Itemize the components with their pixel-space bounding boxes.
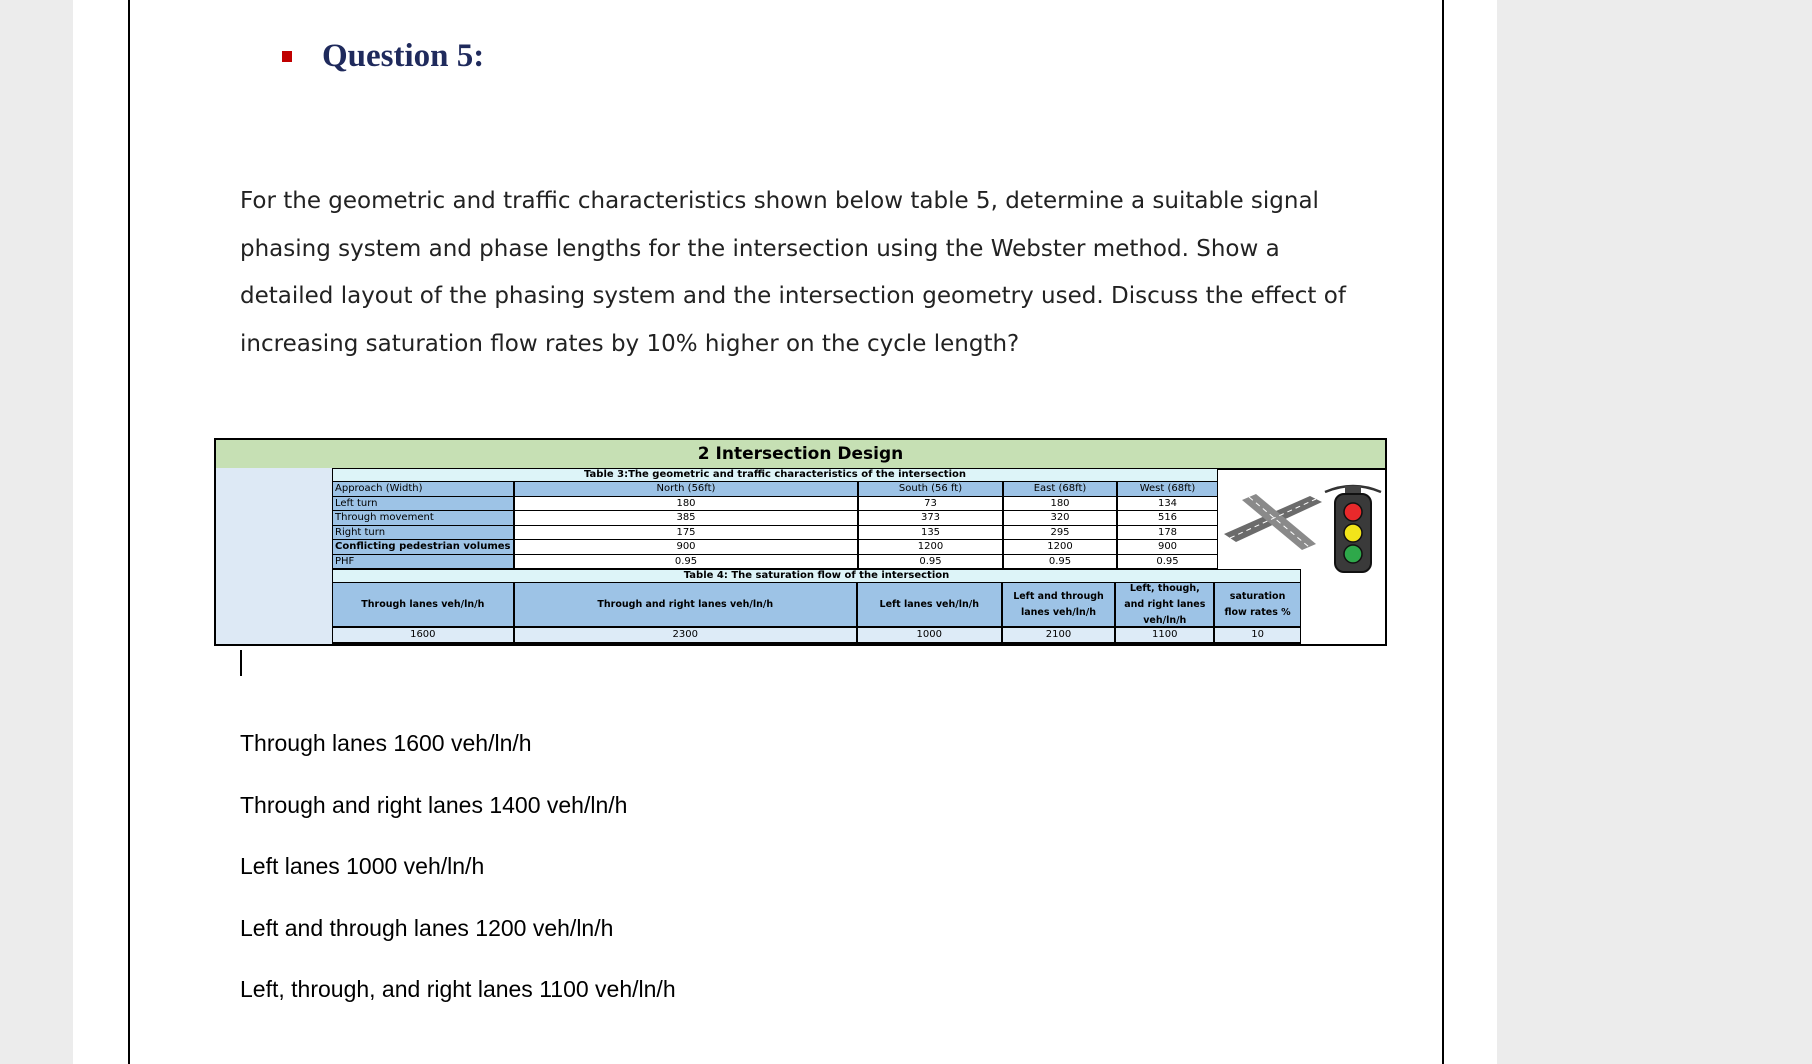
- table3-caption: Table 3:The geometric and traffic characteristics of the intersection: [332, 468, 1218, 482]
- sheet-side-block: [214, 468, 332, 644]
- table4-caption: Table 4: The saturation flow of the intersection: [332, 569, 1301, 583]
- table-row: [332, 526, 1218, 541]
- sheet-bottom-border: [214, 644, 1387, 646]
- table-cell: 180: [1004, 497, 1118, 512]
- table4-value-row: [332, 628, 1301, 644]
- table-cell: 0.95: [859, 555, 1004, 570]
- table-cell: 2300: [515, 628, 858, 642]
- left-margin-line: [128, 0, 130, 1064]
- table-cell: 135: [859, 526, 1004, 541]
- list-item: Left lanes 1000 veh/ln/h: [240, 853, 485, 879]
- table4-header-cell: Through lanes veh/ln/h: [333, 583, 515, 626]
- table-cell: 175: [515, 526, 859, 541]
- table3-header-cell: North (56ft): [515, 482, 859, 497]
- embedded-spreadsheet[interactable]: [214, 438, 1387, 646]
- table-cell: 900: [1118, 540, 1217, 555]
- list-item: Through and right lanes 1400 veh/ln/h: [240, 792, 628, 818]
- row-label: Right turn: [333, 526, 515, 541]
- table-cell: 0.95: [1004, 555, 1118, 570]
- table-cell: 10: [1215, 628, 1300, 642]
- table-cell: 295: [1004, 526, 1118, 541]
- sheet-right-border: [1385, 468, 1387, 646]
- row-label: Conflicting pedestrian volumes: [333, 540, 515, 555]
- table-cell: 320: [1004, 511, 1118, 526]
- table-cell: 2100: [1003, 628, 1117, 642]
- question-paragraph: For the geometric and traffic characteristics shown below table 5, determine a suitable signal phasing system and phase lengths for the intersection using the Webster method. Show a detailed layout of the phasing system and the intersection geometry used. Discuss the effect of increasing saturation flow rates by 10% higher on the cycle length?: [240, 188, 1346, 357]
- traffic-light-icon: [1321, 482, 1385, 574]
- list-item: Left, through, and right lanes 1100 veh/ln/h: [240, 976, 676, 1002]
- sheet-title: 2 Intersection Design: [214, 438, 1387, 470]
- table-cell: 1000: [858, 628, 1003, 642]
- table3-header-cell: South (56 ft): [859, 482, 1004, 497]
- list-item: Left and through lanes 1200 veh/ln/h: [240, 915, 614, 941]
- table-cell: 1200: [1004, 540, 1118, 555]
- table4-header-cell: Left, though, and right lanes veh/ln/h: [1116, 583, 1215, 626]
- row-label: PHF: [333, 555, 515, 570]
- table-cell: 516: [1118, 511, 1217, 526]
- table3-header-cell: West (68ft): [1118, 482, 1217, 497]
- table-row: [332, 511, 1218, 526]
- table-cell: 0.95: [1118, 555, 1217, 570]
- table4-header-row: [332, 583, 1301, 628]
- table-cell: 385: [515, 511, 859, 526]
- table-cell: 900: [515, 540, 859, 555]
- table3-header-cell: East (68ft): [1004, 482, 1118, 497]
- question-heading: [282, 36, 484, 76]
- table4-header-cell: saturation flow rates %: [1215, 583, 1300, 626]
- row-label: Left turn: [333, 497, 515, 512]
- table4-header-cell: Left and through lanes veh/ln/h: [1003, 583, 1117, 626]
- table3-header-cell: Approach (Width): [333, 482, 515, 497]
- table-cell: 0.95: [515, 555, 859, 570]
- table-row: [332, 555, 1218, 570]
- table-cell: 1200: [859, 540, 1004, 555]
- right-margin-line: [1442, 0, 1444, 1064]
- table-cell: 180: [515, 497, 859, 512]
- table3-header-row: [332, 482, 1218, 497]
- bullet-square-icon: [282, 51, 292, 62]
- table4-header-cell: Through and right lanes veh/ln/h: [515, 583, 858, 626]
- question-title: Question 5:: [322, 37, 485, 74]
- row-label: Through movement: [333, 511, 515, 526]
- list-item: Through lanes 1600 veh/ln/h: [240, 730, 532, 756]
- table-cell: 73: [859, 497, 1004, 512]
- table-row: [332, 497, 1218, 512]
- table-cell: 1600: [333, 628, 515, 642]
- table-cell: 178: [1118, 526, 1217, 541]
- table-cell: 134: [1118, 497, 1217, 512]
- table-cell: 1100: [1116, 628, 1215, 642]
- table-row: [332, 540, 1218, 555]
- table4-header-cell: Left lanes veh/ln/h: [858, 583, 1003, 626]
- text-cursor: [240, 650, 242, 676]
- table-cell: 373: [859, 511, 1004, 526]
- crossroad-road-icon: [1222, 490, 1324, 552]
